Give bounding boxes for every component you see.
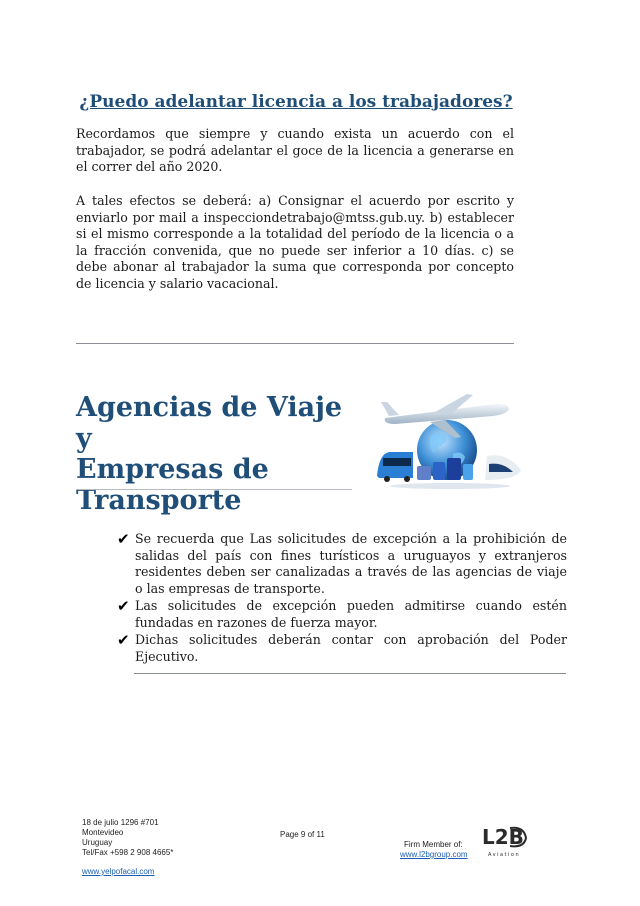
travel-transport-illustration (375, 392, 525, 492)
address-line: Uruguay (82, 838, 113, 847)
footer-address (82, 818, 173, 858)
l2b-aviation-logo (480, 822, 534, 860)
check-icon: ✔ (117, 631, 130, 649)
divider (134, 673, 566, 674)
section-title-underline (76, 489, 352, 490)
website-link[interactable]: www.yelpofacal.com (82, 867, 155, 876)
section-title-line: Agencias de Viaje y (76, 392, 343, 454)
check-icon: ✔ (117, 597, 130, 615)
bullet-list (117, 531, 567, 666)
check-icon: ✔ (117, 530, 130, 548)
firm-label: Firm Member of: (404, 840, 463, 849)
list-item (117, 632, 567, 665)
paragraph-procedure: A tales efectos se deberá: a) Consignar el acuerdo por escrito y enviarlo por mail a inspecciondetrabajo@mtss.gub.uy. b) establecer si el mismo corresponde a la totalidad del período de la licencia o a la fracción convenida, que no puede ser inferior a 10 días. c) se debe abonar al trabajador la suma que corresponda por concepto de licencia y salario vacacional. (76, 193, 514, 291)
svg-text:Aviation: Aviation (488, 852, 521, 858)
address-line: Tel/Fax +598 2 908 4665* (82, 848, 174, 857)
page-number: Page 9 of 11 (280, 830, 325, 839)
section-title-line: Transporte (76, 485, 242, 516)
firm-member (400, 840, 468, 860)
list-item-text: Las solicitudes de excepción pueden admitirse cuando estén fundadas en razones de fuerza mayor. (135, 598, 567, 630)
list-item (117, 598, 567, 631)
list-item-text: Se recuerda que Las solicitudes de excepción a la prohibición de salidas del país con fines turísticos a uruguayos y extranjeros residentes deben ser canalizadas a través de las agencias de viaje o las empresas de transporte. (135, 531, 567, 596)
section-title-line: Empresas de (76, 454, 269, 485)
list-item (117, 531, 567, 597)
address-line: Montevideo (82, 828, 124, 837)
divider (76, 343, 514, 344)
section-title (76, 392, 366, 516)
firm-link[interactable]: www.l2bgroup.com (400, 850, 468, 859)
list-item-text: Dichas solicitudes deberán contar con aprobación del Poder Ejecutivo. (135, 632, 567, 664)
question-title: ¿Puedo adelantar licencia a los trabajadores? (79, 92, 513, 112)
svg-text:L2B: L2B (482, 825, 524, 849)
paragraph-advance: Recordamos que siempre y cuando exista un acuerdo con el trabajador, se podrá adelantar el goce de la licencia a generarse en el correr del año 2020. (76, 126, 514, 174)
address-line: 18 de julio 1296 #701 (82, 818, 159, 827)
